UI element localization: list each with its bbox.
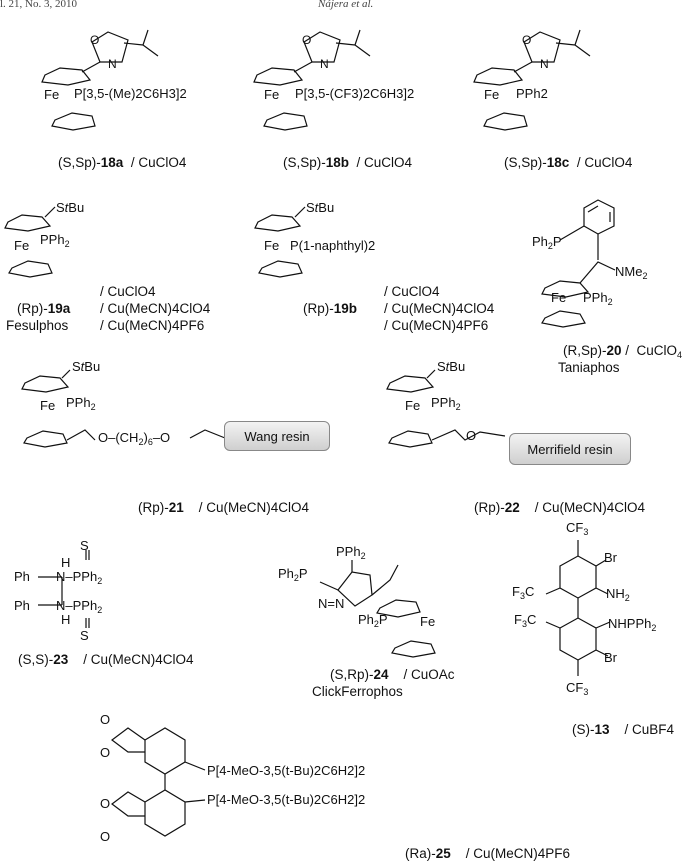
oxygen-25-top-2: O bbox=[100, 745, 111, 760]
svg-text:O: O bbox=[302, 33, 312, 47]
salt-19a-3: / Cu(MeCN)4PF6 bbox=[100, 318, 205, 333]
sulfur-23-bottom: S bbox=[80, 628, 89, 643]
nh-pph2-23-bottom: N–PPh$_2$ bbox=[56, 598, 103, 615]
pph2-22: PPh$_2$ bbox=[431, 395, 461, 412]
nh2-13: $NH_2$ bbox=[606, 586, 630, 603]
ph2p-20: $Ph_2P$ bbox=[532, 234, 562, 251]
pph2-20: PPh$_2$ bbox=[583, 290, 613, 307]
ph2p-24-bottom: $Ph_2P$ bbox=[358, 612, 388, 629]
salt-19b-2: / Cu(MeCN)4ClO4 bbox=[384, 301, 495, 316]
label-13: (S)-13 / CuBF4 bbox=[572, 722, 675, 737]
label-18b: (S,Sp)-18b / CuClO4 bbox=[283, 155, 413, 170]
cf3-13-top: $CF_3$ bbox=[566, 520, 589, 537]
fe-atom-21: Fe bbox=[40, 398, 56, 413]
wang-resin-bead: Wang resin bbox=[224, 421, 330, 451]
name-clickferrophos: ClickFerrophos bbox=[312, 684, 403, 699]
phosphine-19b: P(1-naphthyl)2 bbox=[290, 238, 376, 253]
fe-atom-18c: Fe bbox=[484, 87, 500, 102]
pph2-21: PPh$_2$ bbox=[66, 395, 96, 412]
nhpph2-13: NHPPh$_2$ bbox=[608, 616, 657, 633]
oxygen-22: O bbox=[466, 428, 477, 443]
salt-19a-2: / Cu(MeCN)4ClO4 bbox=[100, 301, 211, 316]
stbu-19a: StBu bbox=[56, 200, 85, 215]
oxygen-25-bottom: O bbox=[100, 796, 111, 811]
fe-atom-19b: Fe bbox=[264, 238, 280, 253]
label-19b: (Rp)-19b bbox=[303, 301, 358, 316]
br-13-bottom: Br bbox=[604, 650, 617, 665]
svg-text:N: N bbox=[108, 57, 117, 71]
label-23: (S,S)-23 / Cu(MeCN)4ClO4 bbox=[18, 652, 194, 667]
fe-atom-22: Fe bbox=[405, 398, 421, 413]
fe-atom-20: Fe bbox=[551, 290, 567, 305]
ph2p-24-left: $Ph_2P$ bbox=[278, 566, 308, 583]
label-18a: (S,Sp)-18a / CuClO4 bbox=[58, 155, 187, 170]
salt-19b-3: / Cu(MeCN)4PF6 bbox=[384, 318, 489, 333]
label-20: (R,Sp)-20 / CuClO$_4$ bbox=[563, 343, 683, 360]
nme2-20: NMe$_2$ bbox=[615, 264, 648, 281]
phosphine-18c: PPh2 bbox=[516, 86, 548, 101]
fe-atom-18a: Fe bbox=[44, 87, 60, 102]
phosphine-18b: P[3,5-(CF3)2C6H3]2 bbox=[295, 86, 415, 101]
label-24: (S,Rp)-24 / CuOAc bbox=[330, 667, 455, 682]
stbu-21: StBu bbox=[72, 359, 101, 374]
running-header-center: Nájera et al. bbox=[318, 0, 374, 10]
svg-text:O: O bbox=[90, 33, 100, 47]
pph2-24-top: PPh$_2$ bbox=[336, 544, 366, 561]
ph-23-bottom: Ph bbox=[14, 598, 30, 613]
label-18c: (S,Sp)-18c / CuClO4 bbox=[504, 155, 633, 170]
fe-atom-24: Fe bbox=[420, 614, 436, 629]
stbu-22: StBu bbox=[437, 359, 466, 374]
name-taniaphos: Taniaphos bbox=[558, 360, 620, 375]
sulfur-23-top: S bbox=[80, 538, 89, 553]
fe-atom-19a: Fe bbox=[14, 238, 30, 253]
pph2-19a: PPh$_2$ bbox=[40, 232, 70, 249]
svg-text:N: N bbox=[320, 57, 329, 71]
cf3-13-left-1: $F_3C$ bbox=[512, 584, 535, 601]
label-25: (Ra)-25 / Cu(MeCN)4PF6 bbox=[405, 846, 571, 861]
phosphine-25-bottom: P[4-MeO-3,5(t-Bu)2C6H2]2 bbox=[207, 792, 366, 807]
fe-atom-18b: Fe bbox=[264, 87, 280, 102]
triazole-n-24: N=N bbox=[318, 596, 345, 611]
running-header-left: l. 21, No. 3, 2010 bbox=[0, 0, 77, 10]
oxygen-25-bottom-2: O bbox=[100, 829, 111, 844]
h-23-bottom: H bbox=[61, 612, 71, 627]
br-13-top: Br bbox=[604, 550, 617, 565]
label-19a: (Rp)-19a bbox=[17, 301, 71, 316]
svg-text:O: O bbox=[522, 33, 532, 47]
name-fesulphos: Fesulphos bbox=[6, 318, 69, 333]
label-21: (Rp)-21 / Cu(MeCN)4ClO4 bbox=[138, 500, 310, 515]
phosphine-25-top: P[4-MeO-3,5(t-Bu)2C6H2]2 bbox=[207, 763, 366, 778]
merrifield-resin-bead: Merrifield resin bbox=[509, 433, 631, 465]
salt-19b-1: / CuClO4 bbox=[384, 284, 440, 299]
label-22: (Rp)-22 / Cu(MeCN)4ClO4 bbox=[474, 500, 646, 515]
ph-23-top: Ph bbox=[14, 569, 30, 584]
phosphine-18a: P[3,5-(Me)2C6H3]2 bbox=[74, 86, 187, 101]
cf3-13-left-2: $F_3C$ bbox=[514, 612, 537, 629]
linker-21: $O-(CH_2)_6-O$ bbox=[98, 430, 171, 447]
svg-text:N: N bbox=[540, 57, 549, 71]
oxygen-25-top: O bbox=[100, 712, 111, 727]
stbu-19b: StBu bbox=[306, 200, 335, 215]
salt-19a-1: / CuClO4 bbox=[100, 284, 156, 299]
h-23-top: H bbox=[61, 555, 71, 570]
nh-pph2-23-top: N–PPh$_2$ bbox=[56, 569, 103, 586]
cf3-13-bottom: $CF_3$ bbox=[566, 680, 589, 697]
